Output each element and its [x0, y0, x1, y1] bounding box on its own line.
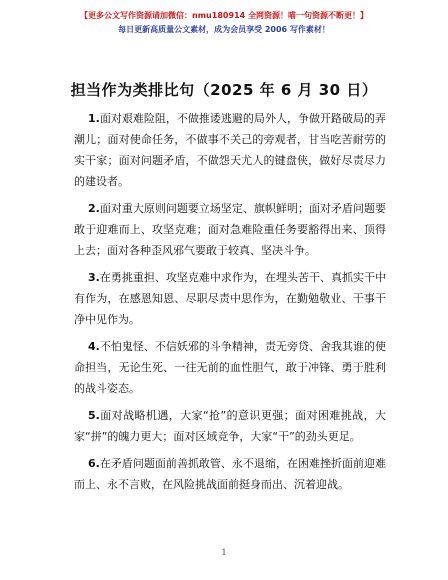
- paragraph-1: [74, 108, 386, 192]
- paragraph-text: 面对战略机遇，大家“抢”的意识更强；面对困难挑战，大家“拼”的魄力更大；面对区域竞争，大家“干”的劲头更足。: [74, 409, 386, 443]
- document-body: [74, 108, 386, 501]
- paragraph-text: 不怕鬼怪、不信妖邪的斗争精神，责无旁贷、舍我其谁的使命担当，无论生死、一往无前的血性胆气，敢于冲锋、勇于胜利的战斗姿态。: [74, 340, 386, 395]
- paragraph-number: 5.: [88, 409, 100, 422]
- paragraph-6: [74, 453, 386, 495]
- page-number: 1: [221, 548, 227, 557]
- paragraph-number: 4.: [88, 340, 100, 353]
- paragraph-3: [74, 267, 386, 330]
- paragraph-4: [74, 336, 386, 399]
- paragraph-text: 在矛盾问题面前善抓敢管、永不退缩，在困难挫折面前迎难而上、永不言败，在风险挑战面前挺身而出、沉着迎战。: [74, 457, 386, 491]
- paragraph-5: [74, 405, 386, 447]
- paragraph-number: 1.: [88, 112, 100, 125]
- paragraph-text: 面对重大原则问题要立场坚定、旗帜鲜明；面对矛盾问题要敢于迎难而上、攻坚克难；面对急难险重任务要豁得出来、顶得上去；面对各种歪风邪气要敢于较真、坚决斗争。: [74, 202, 386, 257]
- paragraph-text: 在勇挑重担、攻坚克难中求作为，在埋头苦干、真抓实干中有作为，在感恩知恩、尽职尽责中思作为，在勤勉敬业、干事干净中见作为。: [74, 271, 386, 326]
- promo-line-blue: 每日更新高质量公文素材，成为会员享受 2006 写作素材！: [118, 25, 330, 34]
- document-title: 担当作为类排比句（2025 年 6 月 30 日）: [70, 81, 378, 99]
- paragraph-text: 面对艰难险阻，不做推诿逃避的局外人，争做开路破局的弄潮儿；面对使命任务，不做事不关己的旁观者，甘当吃苦耐劳的实干家；面对问题矛盾，不做怨天尤人的键盘侠，做好尽责尽力的建设者。: [74, 112, 386, 188]
- paragraph-number: 2.: [88, 202, 100, 215]
- paragraph-number: 6.: [88, 457, 100, 470]
- paragraph-number: 3.: [88, 271, 100, 284]
- paragraph-2: [74, 198, 386, 261]
- header-banner: [0, 10, 448, 35]
- promo-line-red: 【更多公文写作资源请加微信：nmu180914 全网资源！喵一句资源不断更！】: [80, 11, 368, 20]
